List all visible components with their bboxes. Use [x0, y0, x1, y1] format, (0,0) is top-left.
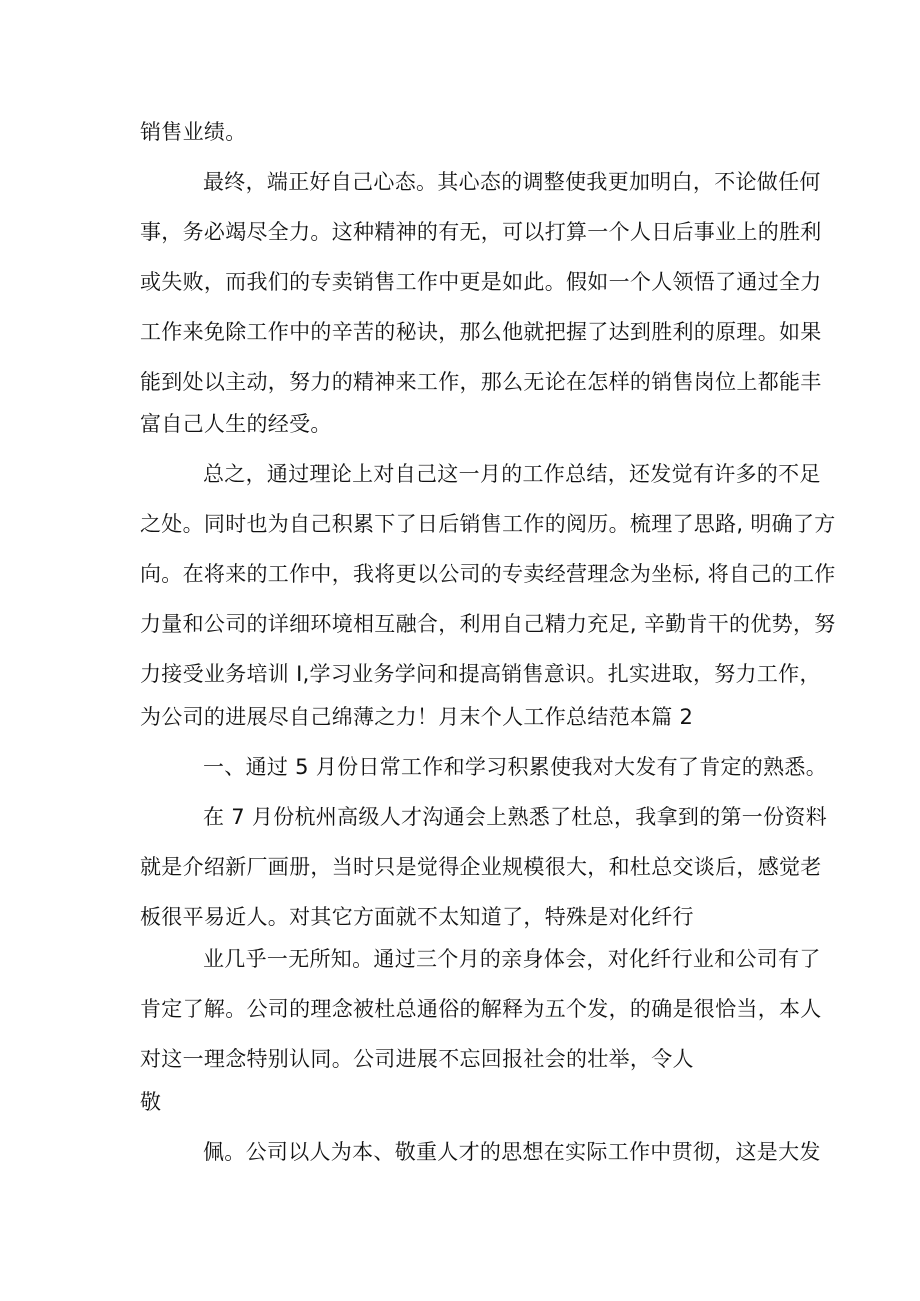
text-line: 对这一理念特别认同。公司进展不忘回报社会的壮举，令人 [140, 1047, 694, 1071]
text-line: 或失败，而我们的专卖销售工作中更是如此。假如一个人领悟了通过全力 [140, 270, 822, 294]
paragraph-start-line: 一、通过 5 月份日常工作和学习积累使我对大发有了肯定的熟悉。 [203, 755, 828, 779]
text-line: 就是介绍新厂画册，当时只是觉得企业规模很大，和杜总交谈后，感觉老 [140, 855, 822, 879]
text-line: 事，务必竭尽全力。这种精神的有无，可以打算一个人日后事业上的胜利 [140, 220, 822, 244]
text-line: 之处。同时也为自己积累下了日后销售工作的阅历。梳理了思路, 明确了方 [140, 512, 836, 536]
text-line: 向。在将来的工作中，我将更以公司的专卖经营理念为坐标, 将自己的工作 [140, 562, 836, 586]
paragraph-start-line: 业几乎一无所知。通过三个月的亲身体会，对化纤行业和公司有了 [203, 947, 821, 971]
paragraph-start-line: 佩。公司以人为本、敬重人才的思想在实际工作中贯彻，这是大发 [203, 1140, 821, 1164]
section-heading-line: 为公司的进展尽自己绵薄之力！月末个人工作总结范本篇 2 [140, 705, 694, 729]
text-line: 板很平易近人。对其它方面就不太知道了，特殊是对化纤行 [140, 905, 694, 929]
paragraph-start-line: 总之，通过理论上对自己这一月的工作总结，还发觉有许多的不足 [203, 462, 821, 486]
text-line: 力量和公司的详细环境相互融合，利用自己精力充足, 辛勤肯干的优势，努 [140, 612, 836, 636]
text-line: 敬 [140, 1090, 162, 1114]
text-line: 力接受业务培训 I,学习业务学问和提高销售意识。扎实进取，努力工作， [140, 662, 821, 686]
text-line: 销售业绩。 [140, 120, 247, 144]
paragraph-start-line: 在 7 月份杭州高级人才沟通会上熟悉了杜总，我拿到的第一份资料 [203, 805, 828, 829]
text-line: 工作来免除工作中的辛苦的秘诀，那么他就把握了达到胜利的原理。如果 [140, 320, 822, 344]
paragraph-start-line: 最终，端正好自己心态。其心态的调整使我更加明白，不论做任何 [203, 170, 821, 194]
text-line: 能到处以主动，努力的精神来工作，那么无论在怎样的销售岗位上都能丰 [140, 370, 822, 394]
text-line: 富自己人生的经受。 [140, 412, 332, 436]
text-line: 肯定了解。公司的理念被杜总通俗的解释为五个发，的确是很恰当，本人 [140, 997, 822, 1021]
